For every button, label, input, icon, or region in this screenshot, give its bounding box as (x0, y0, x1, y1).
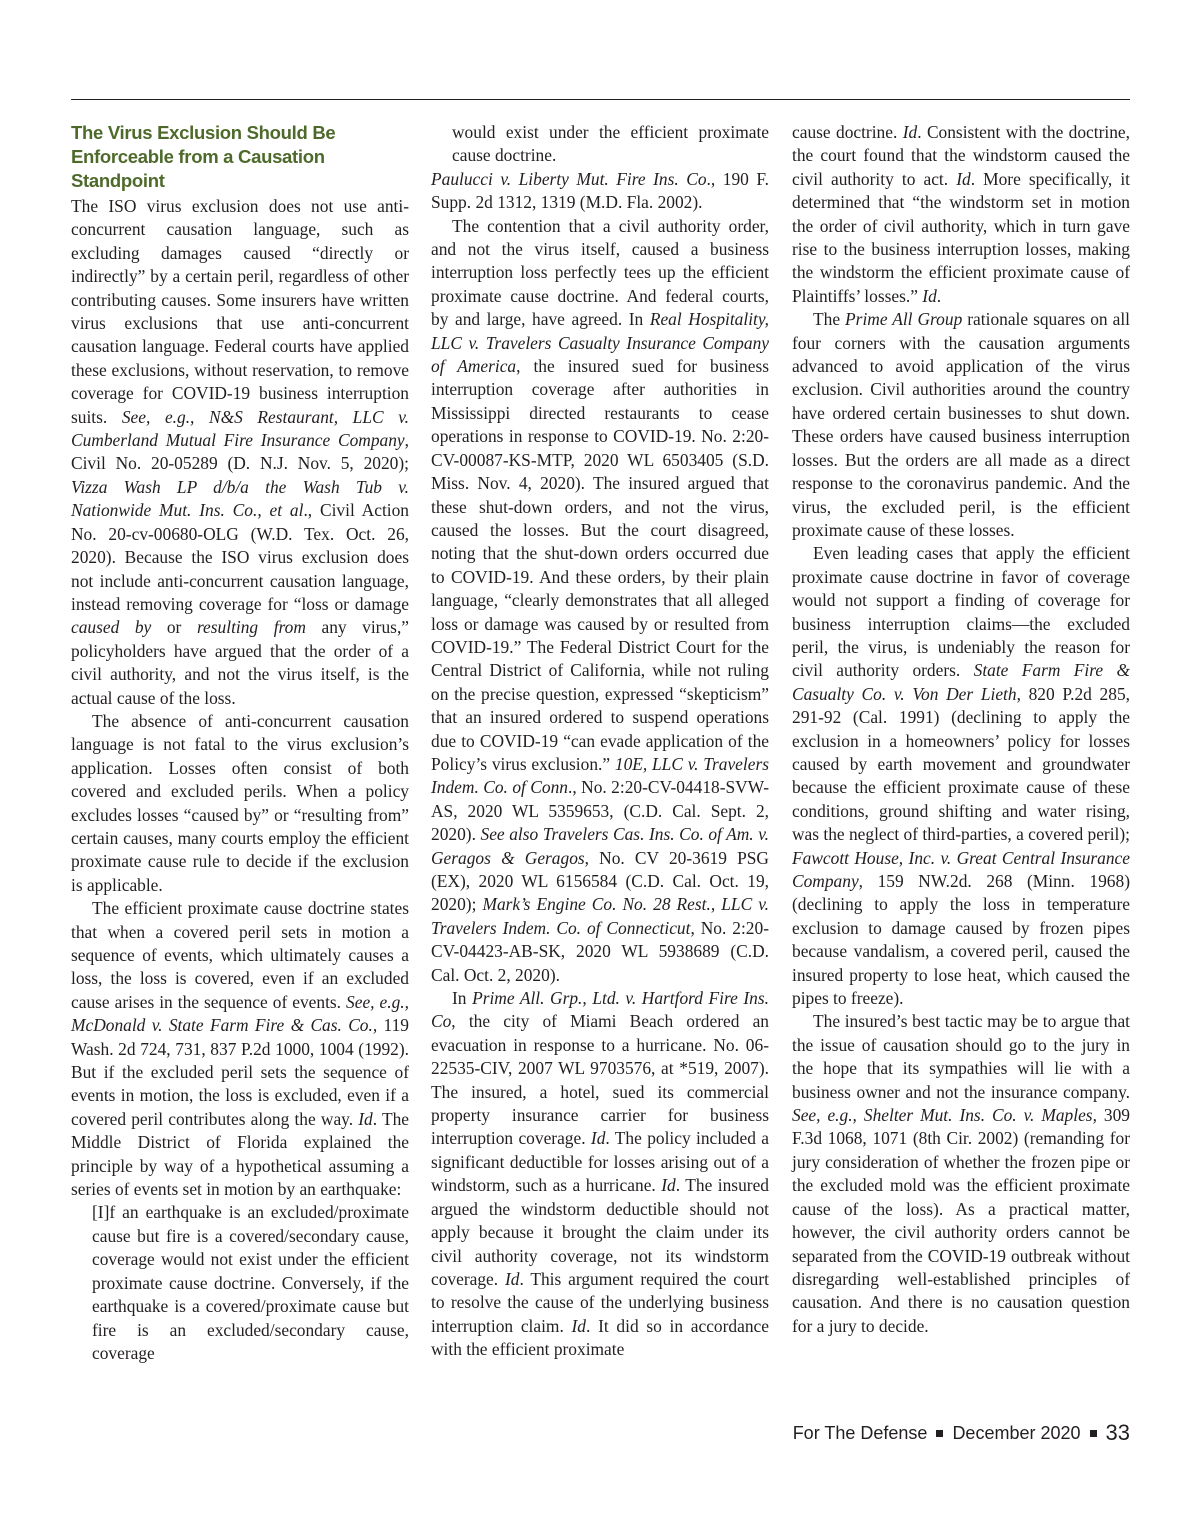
paragraph: Even leading cases that apply the efficient proximate cause doctrine in favor of coverage would not support a finding of coverage for business interruption claims—the excluded peril, the virus, is undeniably the reason for civil authority orders. State Farm Fire & Casualty Co. v. Von Der Lieth, 820 P.2d 285, 291-92 (Cal. 1991) (declining to apply the exclusion in a homeowners’ policy for losses caused by earth movement and groundwater because the efficient proximate cause of these conditions, ground shifting and water rising, was the neglect of third-parties, a covered peril); Fawcott House, Inc. v. Great Central Insurance Company, 159 NW.2d. 268 (Minn. 1968) (declining to apply the loss in temperature exclusion to damage caused by frozen pipes because vandalism, a covered peril, caused the insured property to lose heat, which caused the pipes to freeze). (792, 543, 1131, 1009)
paragraph: The Prime All Group rationale squares on all four corners with the causation arguments advanced to avoid application of the virus exclusion. Civil authorities around the country have ordered certain businesses to shut down. These orders have caused business interruption losses. But the orders are all made as a direct response to the coronavirus pandemic. And the virus, the excluded peril, is the efficient proximate cause of these losses. (792, 309, 1130, 540)
issue-date: December 2020 (952, 1422, 1081, 1443)
paragraph: The absence of anti-concurrent causation language is not fatal to the virus exclusion’s application. Losses often consist of both covered and excluded perils. When a policy excludes losses “caused by” or “resulting from” certain causes, many courts employ the efficient proximate cause rule to decide if the exclusion is applicable. (71, 710, 409, 895)
paragraph: The ISO virus exclusion does not use anti-concurrent causation language, such as excluding damages caused “directly or indirectly” by a certain peril, regardless of other contributing causes. Some insurers have written virus exclusions that use anti-concurrent causation language. Federal courts have applied these exclusions, without reservation, to remove coverage for COVID-19 business interruption suits. See, e.g., N&S Restaurant, LLC v. Cumberland Mutual Fire Insurance Company, Civil No. 20-05289 (D. N.J. Nov. 5, 2020); Vizza Wash LP d/b/a the Wash Tub v. Nationwide Mut. Ins. Co., et al., Civil Action No. 20-cv-00680-OLG (W.D. Tex. Oct. 26, 2020). Because the ISO virus exclusion does not include anti-concurrent causation language, instead removing coverage for “loss or damage caused by or resulting from any virus,” policyholders have argued that the order of a civil authority, and not the virus itself, is the actual cause of the loss. (71, 196, 410, 708)
column-3 (792, 121, 1130, 1338)
paragraph: The insured’s best tactic may be to argue that the issue of causation should go to the jury in the hope that its sympathies will lie with a business owner and not the insurance company. See, e.g., Shelter Mut. Ins. Co. v. Maples, 309 F.3d 1068, 1071 (8th Cir. 2002) (remanding for jury consideration of whether the frozen pipe or the excluded mold was the efficient proximate cause of the loss). As a practical matter, however, the civil authority orders cannot be separated from the COVID-19 outbreak without disregarding well-established principles of causation. And there is no causation question for a jury to decide. (792, 1011, 1130, 1336)
paragraph: cause doctrine. Id. Consistent with the doctrine, the court found that the windstorm caused the civil authority to act. Id. More specifically, it determined that “the windstorm set in motion the order of civil authority, which in turn gave rise to the business interruption losses, making the windstorm the efficient proximate cause of Plaintiffs’ losses.” Id. (792, 122, 1130, 306)
paragraph: The efficient proximate cause doctrine states that when a covered peril sets in motion a sequence of events, which ultimately causes a loss, the loss is covered, even if an excluded cause arises in the sequence of events. See, e.g., McDonald v. State Farm Fire & Cas. Co., 119 Wash. 2d 724, 731, 837 P.2d 1000, 1004 (1992). But if the excluded peril sets the sequence of events in motion, the loss is excluded, even if a covered peril contributes along the way. Id. The Middle District of Florida explained the principle by way of a hypothetical assuming a series of events set in motion by an earthquake: (71, 898, 409, 1200)
quote-citation: Paulucci v. Liberty Mut. Fire Ins. Co., 190 F. Supp. 2d 1312, 1319 (M.D. Fla. 2002). (431, 168, 769, 213)
column-1 (71, 121, 409, 1365)
paragraph: The contention that a civil authority order, and not the virus itself, caused a business interruption loss perfectly tees up the efficient proximate cause doctrine. And federal courts, by and large, have agreed. In Real Hospitality, LLC v. Travelers Casualty Insurance Company of America, the insured sued for business interruption coverage after authorities in Mississippi directed restaurants to cease operations in response to COVID-19. No. 2:20-CV-00087-KS-MTP, 2020 WL 6503405 (S.D. Miss. Nov. 4, 2020). The insured argued that these shut-down orders, and not the virus, caused the losses. But the court disagreed, noting that the shut-down orders occurred due to COVID-19. And these orders, by their plain language, “clearly demonstrates that all alleged loss or damage was caused by or resulted from COVID-19.” The Federal District Court for the Central District of California, while not ruling on the precise question, expressed “skepticism” that an insured ordered to suspend operations due to COVID-19 “can evade application of the Policy’s virus exclusion.” 10E, LLC v. Travelers Indem. Co. of Conn., No. 2:20-CV-04418-SVW-AS, 2020 WL 5359653, (C.D. Cal. Sept. 2, 2020). See also Travelers Cas. Ins. Co. of Am. v. Geragos & Geragos, No. CV 20-3619 PSG (EX), 2020 WL 6156584 (C.D. Cal. Oct. 19, 2020); Mark’s Engine Co. No. 28 Rest., LLC v. Travelers Indem. Co. of Connecticut, No. 2:20-CV-04423-AB-SK, 2020 WL 5938689 (C.D. Cal. Oct. 2, 2020). (431, 215, 769, 985)
page-number: 33 (1105, 1420, 1130, 1445)
paragraph: In Prime All. Grp., Ltd. v. Hartford Fire Ins. Co, the city of Miami Beach ordered an evacuation in response to a hurricane. No. 06-22535-CIV, 2007 WL 9703576, at *519, 2007). The insured, a hotel, sued its commercial property insurance carrier for business interruption coverage. Id. The policy included a significant deductible for losses arising out of a windstorm, such as a hurricane. Id. The insured argued the windstorm deductible should not apply because it brought the claim under its civil authority coverage, not its windstorm coverage. Id. This argument required the court to resolve the cause of the underlying business interruption claim. Id. It did so in accordance with the efficient proximate (431, 988, 769, 1360)
square-bullet-icon (1090, 1430, 1097, 1437)
column-2 (431, 121, 769, 1362)
quote-text: [I]f an earthquake is an excluded/proximate cause but fire is a covered/secondary cause, coverage would not exist under the efficient proximate cause doctrine. Conversely, if the earthquake is a covered/proximate cause but fire is an excluded/secondary cause, coverage (92, 1202, 409, 1363)
publication-name: For The Defense (792, 1422, 928, 1443)
square-bullet-icon (936, 1430, 943, 1437)
block-quote-continued (452, 121, 769, 168)
top-rule (71, 99, 1130, 100)
quote-text: would exist under the efficient proximate cause doctrine. (452, 122, 769, 166)
section-heading: The Virus Exclusion Should Be Enforceable from a Causation Standpoint (71, 122, 336, 191)
block-quote (92, 1201, 409, 1365)
page-footer (793, 1420, 1130, 1446)
